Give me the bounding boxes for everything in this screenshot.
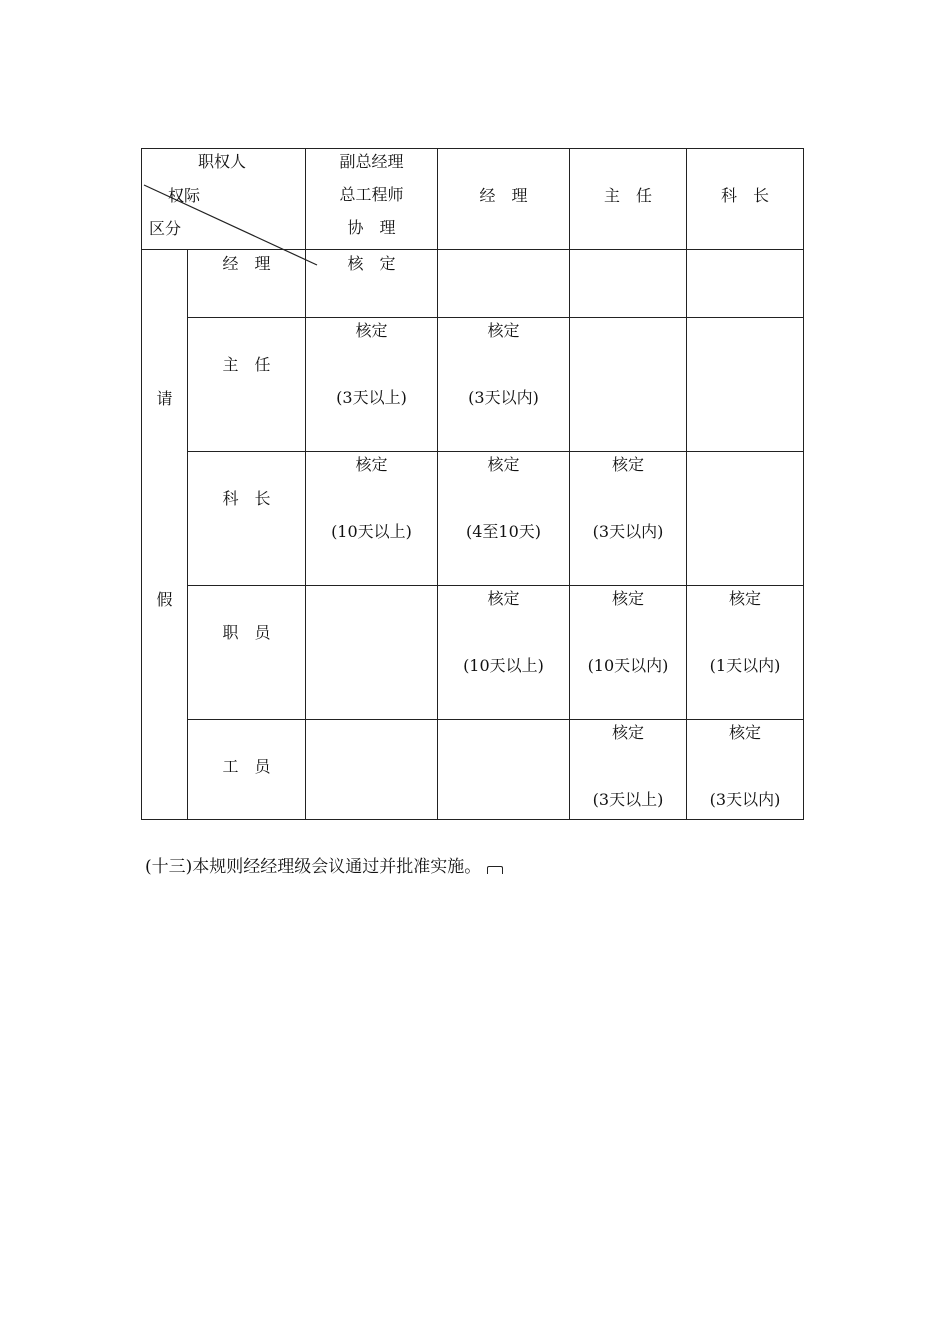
cell-range: (10天以上) xyxy=(463,656,544,675)
cell-approve: 核定 xyxy=(728,723,761,742)
row-label-director: 主 任 xyxy=(222,355,271,374)
cell-range: (3天以内) xyxy=(709,790,781,809)
rule-paragraph-text: (十三)本规则经经理级会议通过并批准实施。 xyxy=(145,857,482,877)
corner-header-top: 职权人 xyxy=(197,152,246,171)
paragraph-end-mark-icon xyxy=(487,866,503,874)
cell-range: (4至10天) xyxy=(465,522,542,541)
rule-paragraph xyxy=(145,856,503,878)
cell-approve: 核 定 xyxy=(347,254,396,273)
col-header-line: 总工程师 xyxy=(339,185,404,204)
row-label-manager: 经 理 xyxy=(222,254,271,273)
cell-range: (3天以上) xyxy=(336,388,407,407)
cell-approve: 核定 xyxy=(487,321,520,340)
group-label-char-1: 请 xyxy=(156,389,173,408)
cell-range: (3天以上) xyxy=(592,790,664,809)
approval-authority-table xyxy=(141,148,804,820)
col-header-line: 副总经理 xyxy=(339,152,404,171)
row-label-section-chief: 科 长 xyxy=(222,489,271,508)
row-divider xyxy=(187,585,803,586)
cell-approve: 核定 xyxy=(611,589,644,608)
row-divider xyxy=(187,317,803,318)
col-header-director: 主 任 xyxy=(603,186,652,205)
col-header-line: 协 理 xyxy=(347,218,396,237)
col-header-manager: 经 理 xyxy=(479,186,528,205)
corner-header-bottom: 区分 xyxy=(148,219,181,238)
cell-approve: 核定 xyxy=(355,455,388,474)
group-label-char-2: 假 xyxy=(156,590,173,609)
col-header-section-chief: 科 长 xyxy=(720,186,769,205)
cell-range: (1天以内) xyxy=(709,656,781,675)
cell-approve: 核定 xyxy=(611,455,644,474)
cell-approve: 核定 xyxy=(355,321,388,340)
col-header-deputy-gm xyxy=(306,152,437,238)
cell-range: (3天以内) xyxy=(468,388,539,407)
cell-range: (10天以上) xyxy=(331,522,412,541)
cell-approve: 核定 xyxy=(728,589,761,608)
cell-approve: 核定 xyxy=(487,589,520,608)
col-divider xyxy=(187,249,188,820)
cell-range: (3天以内) xyxy=(592,522,664,541)
cell-approve: 核定 xyxy=(487,455,520,474)
row-divider xyxy=(187,719,803,720)
row-divider xyxy=(187,451,803,452)
corner-header-middle: 权际 xyxy=(167,186,200,205)
row-label-staff: 职 员 xyxy=(222,623,271,642)
row-label-worker: 工 员 xyxy=(222,757,271,776)
cell-range: (10天以内) xyxy=(587,656,669,675)
cell-approve: 核定 xyxy=(611,723,644,742)
